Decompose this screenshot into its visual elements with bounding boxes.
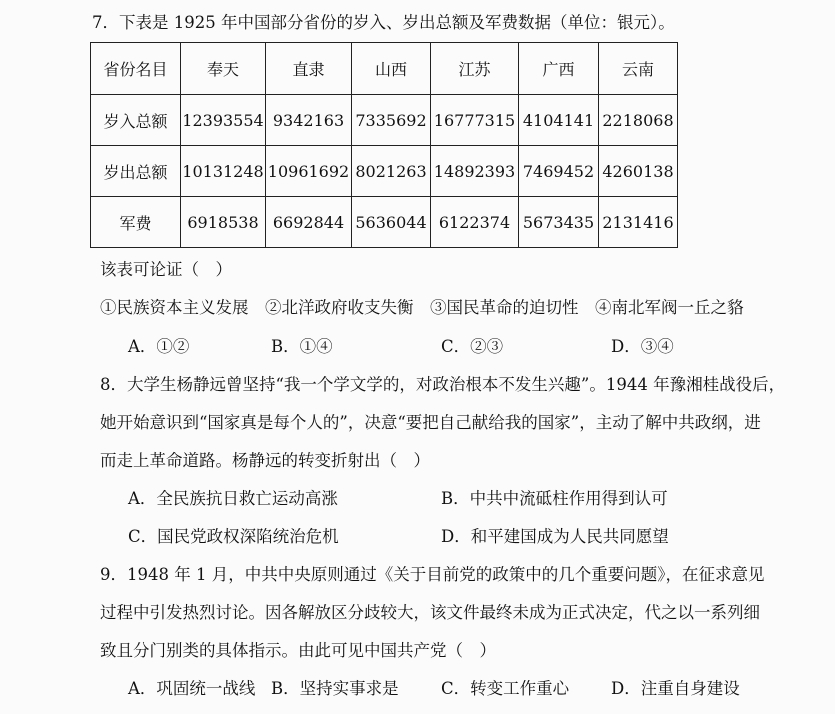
table-cell: 10961692	[266, 146, 352, 197]
q8-stem-line-2: 她开始意识到“国家真是每个人的”，决意“要把自己献给我的国家”，主动了解中共政纲，进	[100, 413, 761, 432]
table-header-cell: 直隶	[266, 43, 352, 95]
q7-prompt: 该表可论证（ ）	[100, 260, 232, 279]
table-cell: 7469452	[519, 146, 599, 197]
table-cell: 4260138	[599, 146, 678, 197]
table-row	[91, 197, 678, 248]
q8-option-b[interactable]: B．中共中流砥柱作用得到认可	[441, 489, 668, 508]
table-cell: 2218068	[599, 95, 678, 146]
table-row-label: 军费	[91, 197, 181, 248]
table-cell: 7335692	[352, 95, 431, 146]
table-cell: 8021263	[352, 146, 431, 197]
table-cell: 9342163	[266, 95, 352, 146]
q9-stem-line-2: 过程中引发热烈讨论。因各解放区分歧较大，该文件最终未成为正式决定，代之以一系列细	[100, 603, 760, 622]
table-header-cell: 省份名目	[91, 43, 181, 95]
q9-option-d[interactable]: D．注重自身建设	[611, 679, 740, 698]
table-header-cell: 山西	[352, 43, 431, 95]
table-cell: 6122374	[431, 197, 519, 248]
q8-option-d[interactable]: D．和平建国成为人民共同愿望	[441, 527, 669, 546]
table-row-label: 岁入总额	[91, 95, 181, 146]
table-header-cell: 广西	[519, 43, 599, 95]
table-cell: 5673435	[519, 197, 599, 248]
q7-stem: 7．下表是 1925 年中国部分省份的岁入、岁出总额及军费数据（单位：银元）。	[92, 13, 675, 32]
q8-option-a[interactable]: A．全民族抗日救亡运动高涨	[128, 489, 338, 508]
table-row	[91, 146, 678, 197]
table-cell: 14892393	[431, 146, 519, 197]
table-cell: 5636044	[352, 197, 431, 248]
table-cell: 12393554	[181, 95, 266, 146]
q8-stem-line-1: 8．大学生杨静远曾坚持“我一个学文学的，对政治根本不发生兴趣”。1944 年豫湘桂战役后，	[100, 375, 786, 394]
q9-stem-line-1: 9．1948 年 1 月，中共中央原则通过《关于目前党的政策中的几个重要问题》，在征求意见	[100, 565, 765, 584]
q9-stem-line-3: 致且分门别类的具体指示。由此可见中国共产党（ ）	[100, 641, 496, 660]
table-row	[91, 95, 678, 146]
q8-option-c[interactable]: C．国民党政权深陷统治危机	[128, 527, 339, 546]
table-header-cell: 云南	[599, 43, 678, 95]
q7-statements: ①民族资本主义发展 ②北洋政府收支失衡 ③国民革命的迫切性 ④南北军阀一丘之貉	[100, 298, 744, 317]
q9-option-b[interactable]: B．坚持实事求是	[271, 679, 399, 698]
table-cell: 6692844	[266, 197, 352, 248]
q8-stem-line-3: 而走上革命道路。杨静远的转变折射出（ ）	[100, 451, 430, 470]
table-header-cell: 奉天	[181, 43, 266, 95]
table-cell: 6918538	[181, 197, 266, 248]
q7-option-a[interactable]: A．①②	[128, 337, 190, 356]
table-cell: 4104141	[519, 95, 599, 146]
table-cell: 2131416	[599, 197, 678, 248]
table-header-cell: 江苏	[431, 43, 519, 95]
q7-option-c[interactable]: C．②③	[441, 337, 504, 356]
table-row-label: 岁出总额	[91, 146, 181, 197]
q7-option-d[interactable]: D．③④	[611, 337, 674, 356]
table-cell: 10131248	[181, 146, 266, 197]
table-cell: 16777315	[431, 95, 519, 146]
q9-option-c[interactable]: C．转变工作重心	[441, 679, 570, 698]
table-header-row	[91, 43, 678, 95]
q7-data-table	[90, 42, 678, 248]
q7-option-b[interactable]: B．①④	[271, 337, 333, 356]
q9-option-a[interactable]: A．巩固统一战线	[128, 679, 256, 698]
